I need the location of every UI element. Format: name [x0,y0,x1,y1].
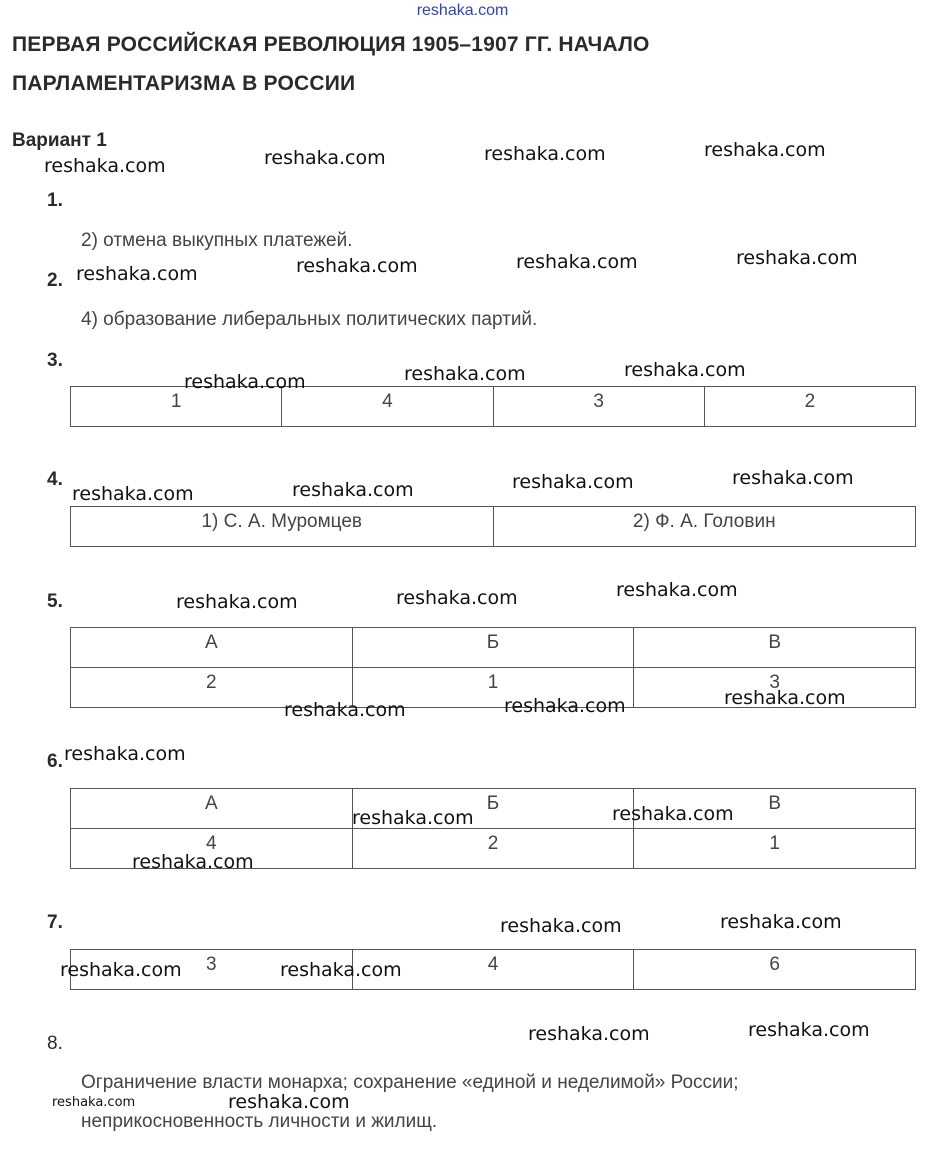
watermark: reshaka.com [60,959,182,981]
watermark: reshaka.com [76,263,198,285]
watermark-small: reshaka.com [52,1095,136,1110]
watermark: reshaka.com [748,1019,870,1041]
question-8-answer-line1: Ограничение власти монарха; сохранение «единой и неделимой» России; [81,1072,739,1093]
question-6-number: 6. [47,751,63,772]
table-cell: 2 [704,387,915,427]
site-watermark-top: reshaka.com [416,2,509,19]
question-2-number: 2. [47,270,63,291]
watermark: reshaka.com [720,911,842,933]
question-5-number: 5. [47,591,63,612]
watermark: reshaka.com [516,251,638,273]
watermark: reshaka.com [284,699,406,721]
table-cell: 1 [352,668,634,708]
watermark: reshaka.com [44,155,166,177]
table-cell: 3 [634,668,916,708]
table-cell: 3 [71,950,353,990]
table-header-cell: Б [352,789,634,829]
watermark: reshaka.com [72,483,194,505]
table-cell: 2) Ф. А. Головин [493,507,916,547]
question-4-number: 4. [47,469,63,490]
question-3-number: 3. [47,350,63,371]
table-cell: 4 [352,950,634,990]
table-row [71,950,916,990]
watermark: reshaka.com [732,467,854,489]
table-header-row [71,789,916,829]
table-header-cell: В [634,628,916,668]
table-cell: 2 [71,668,353,708]
table-cell: 1) С. А. Муромцев [71,507,494,547]
watermark: reshaka.com [616,579,738,601]
table-cell: 1 [634,829,916,869]
question-8-answer-line2: неприкосновенность личности и жилищ. [81,1111,438,1132]
watermark: reshaka.com [736,247,858,269]
question-1-answer: 2) отмена выкупных платежей. [81,230,353,251]
watermark: reshaka.com [176,591,298,613]
watermark: reshaka.com [724,687,846,709]
table-header-cell: А [71,789,353,829]
watermark: reshaka.com [296,255,418,277]
watermark: reshaka.com [280,959,402,981]
table-header-cell: В [634,789,916,829]
watermark: reshaka.com [528,1023,650,1045]
table-cell: 6 [634,950,916,990]
watermark: reshaka.com [184,371,306,393]
table-header-cell: Б [352,628,634,668]
table-cell: 4 [282,387,493,427]
page-title-line2: ПАРЛАМЕНТАРИЗМА В РОССИИ [12,72,356,95]
watermark: reshaka.com [512,471,634,493]
question-1-number: 1. [47,190,63,211]
watermark: reshaka.com [64,743,186,765]
watermark: reshaka.com [228,1091,350,1113]
table-cell: 1 [71,387,282,427]
table-cell: 2 [352,829,634,869]
watermark: reshaka.com [704,139,826,161]
watermark: reshaka.com [500,915,622,937]
watermark: reshaka.com [132,851,254,873]
question-7-number: 7. [47,912,63,933]
watermark: reshaka.com [292,479,414,501]
table-header-row [71,628,916,668]
watermark: reshaka.com [612,803,734,825]
question-2-answer: 4) образование либеральных политических партий. [81,309,538,330]
table-cell: 4 [71,829,353,869]
page-title-line1: ПЕРВАЯ РОССИЙСКАЯ РЕВОЛЮЦИЯ 1905–1907 ГГ. НАЧАЛО [12,33,650,56]
watermark: reshaka.com [624,359,746,381]
watermark: reshaka.com [504,695,626,717]
question-4-table [70,506,916,547]
variant-heading: Вариант 1 [12,130,107,151]
watermark: reshaka.com [396,587,518,609]
table-header-cell: А [71,628,353,668]
watermark: reshaka.com [352,807,474,829]
table-cell: 3 [493,387,704,427]
watermark: reshaka.com [484,143,606,165]
table-row [71,507,916,547]
watermark: reshaka.com [404,363,526,385]
question-7-table [70,949,916,990]
question-8-number: 8. [47,1033,63,1054]
watermark: reshaka.com [264,147,386,169]
